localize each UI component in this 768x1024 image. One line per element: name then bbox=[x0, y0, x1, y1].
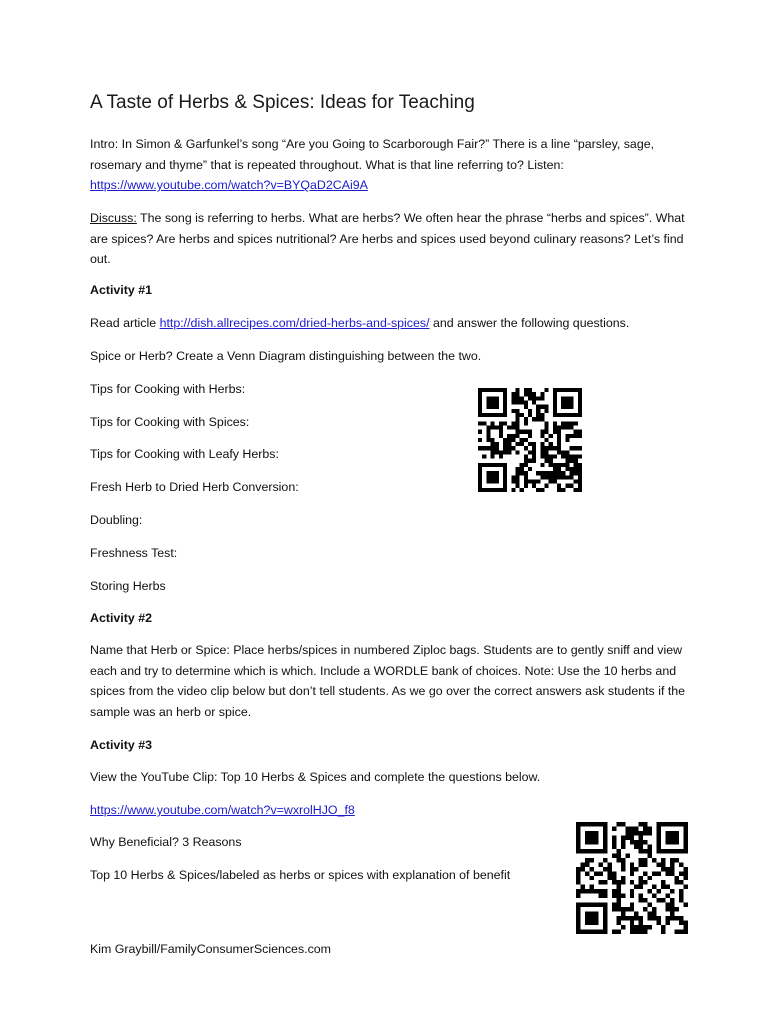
discuss-paragraph bbox=[90, 208, 690, 270]
activity3-heading: Activity #3 bbox=[90, 738, 152, 752]
intro-paragraph bbox=[90, 134, 690, 196]
activity1-item: Doubling: bbox=[90, 513, 143, 527]
discuss-text: The song is referring to herbs. What are herbs? We often hear the phrase “herbs and spices”. What are spices? Are herbs and spices nutritional? Are herbs and spices used beyond culinary reasons? Let’s find out. bbox=[90, 211, 685, 266]
read-prefix: Read article bbox=[90, 316, 160, 330]
intro-text: Intro: In Simon & Garfunkel’s song “Are you Going to Scarborough Fair?” There is a line “parsley, sage, rosemary and thyme” that is repeated throughout. What is that line referring to? Listen: bbox=[90, 137, 655, 172]
activity1-item: Tips for Cooking with Herbs: bbox=[90, 382, 246, 396]
activity2-heading: Activity #2 bbox=[90, 611, 152, 625]
activity1-read-line bbox=[90, 313, 690, 334]
activity3-link-line bbox=[90, 800, 690, 821]
top10-herbs-link[interactable]: https://www.youtube.com/watch?v=wxrolHJO_f8 bbox=[90, 803, 355, 817]
read-suffix: and answer the following questions. bbox=[429, 316, 630, 330]
activity3-paragraph: View the YouTube Clip: Top 10 Herbs & Spices and complete the questions below. bbox=[90, 770, 541, 784]
activity1-item: Storing Herbs bbox=[90, 579, 166, 593]
activity3-item: Why Beneficial? 3 Reasons bbox=[90, 835, 242, 849]
activity1-heading: Activity #1 bbox=[90, 283, 152, 297]
activity1-item: Freshness Test: bbox=[90, 546, 178, 560]
activity1-item: Tips for Cooking with Spices: bbox=[90, 415, 250, 429]
scarborough-fair-link[interactable]: https://www.youtube.com/watch?v=BYQaD2CAi9A bbox=[90, 178, 368, 192]
footer-credit: Kim Graybill/FamilyConsumerSciences.com bbox=[90, 942, 331, 956]
page-title: A Taste of Herbs & Spices: Ideas for Teaching bbox=[90, 92, 475, 113]
allrecipes-link[interactable]: http://dish.allrecipes.com/dried-herbs-and-spices/ bbox=[159, 316, 430, 330]
discuss-label: Discuss: bbox=[90, 211, 137, 225]
activity1-item: Spice or Herb? Create a Venn Diagram distinguishing between the two. bbox=[90, 349, 482, 363]
activity3-item: Top 10 Herbs & Spices/labeled as herbs or spices with explanation of benefit bbox=[90, 868, 511, 882]
activity2-paragraph: Name that Herb or Spice: Place herbs/spices in numbered Ziploc bags. Students are to gently sniff and view each and try to determine which is which. Include a WORDLE bank of choices. Note: Use the 10 herbs and spices from the video clip below but don’t tell students. As we go over the correct answers ask students if the sample was an herb or spice. bbox=[90, 643, 686, 719]
activity1-item: Fresh Herb to Dried Herb Conversion: bbox=[90, 480, 299, 494]
qr-code-icon bbox=[576, 822, 688, 934]
activity1-item: Tips for Cooking with Leafy Herbs: bbox=[90, 447, 279, 461]
qr-code-icon bbox=[478, 388, 582, 492]
